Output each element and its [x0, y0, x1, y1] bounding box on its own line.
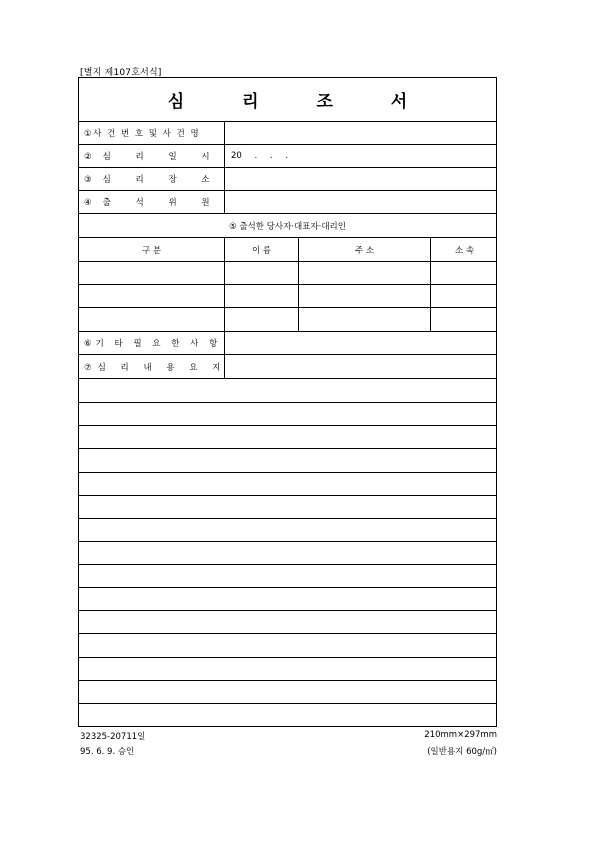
table-cell[interactable] [299, 262, 431, 284]
table-cell[interactable] [79, 308, 225, 331]
writing-line[interactable] [79, 564, 496, 565]
hearing-record-form [78, 77, 497, 727]
table-cell[interactable] [225, 262, 299, 284]
writing-line[interactable] [79, 495, 496, 496]
writing-line[interactable] [79, 587, 496, 588]
field-label: ②심 리 일 시 [79, 145, 225, 167]
writing-line[interactable] [79, 541, 496, 542]
column-header: 주 소 [299, 238, 431, 261]
column-header: 소 속 [454, 245, 475, 256]
paper-size: 210mm×297mm [424, 730, 497, 740]
field-label: ③심 리 장 소 [79, 168, 225, 190]
field-hearing-summary [79, 355, 496, 379]
field-label: ①사 건 번 호 및 사 건 명 [79, 122, 225, 144]
field-label: ⑦심 리 내 용 요 지 [79, 355, 225, 378]
column-header: 이 름 [225, 238, 299, 261]
table-cell[interactable] [431, 262, 498, 284]
writing-line[interactable] [79, 448, 496, 449]
writing-line[interactable] [79, 610, 496, 611]
table-cell[interactable] [79, 262, 225, 284]
writing-line[interactable] [79, 425, 496, 426]
table-cell[interactable] [299, 308, 431, 331]
field-label: ④출 석 위 원 [79, 191, 225, 213]
writing-line[interactable] [79, 472, 496, 473]
writing-line[interactable] [79, 657, 496, 658]
writing-line[interactable] [79, 518, 496, 519]
column-header: 구 분 [79, 238, 225, 261]
writing-line[interactable] [79, 703, 496, 704]
field-other-matters [79, 332, 496, 355]
field-hearing-place [79, 168, 496, 191]
form-code: 32325-20711일 [80, 732, 146, 742]
form-title: 심 리 조 서 [79, 78, 496, 122]
table-cell[interactable] [431, 285, 498, 307]
attendees-header-row [79, 238, 496, 262]
table-cell[interactable] [225, 308, 299, 331]
field-value[interactable]: 20 . . . [231, 151, 289, 161]
table-row [79, 308, 496, 332]
table-cell[interactable] [299, 285, 431, 307]
attendees-heading: ⑤ 출석한 당사자·대표자·대리인 [229, 221, 346, 232]
table-row [79, 285, 496, 308]
field-attending-members [79, 191, 496, 214]
field-label: ⑥기 타 필 요 한 사 항 [79, 332, 225, 354]
attendees-heading-row [79, 214, 496, 238]
table-cell[interactable] [79, 285, 225, 307]
summary-writing-area[interactable] [79, 379, 496, 726]
writing-line[interactable] [79, 633, 496, 634]
table-row [79, 262, 496, 285]
table-cell[interactable] [225, 285, 299, 307]
paper-spec: (일반용지 60g/㎡) [427, 747, 497, 757]
field-case-number [79, 122, 496, 145]
writing-line[interactable] [79, 402, 496, 403]
form-label: [별지 제107호서식] [80, 68, 162, 78]
table-cell[interactable] [431, 308, 498, 331]
approval-date: 95. 6. 9. 승인 [80, 747, 135, 757]
writing-line[interactable] [79, 680, 496, 681]
field-hearing-date [79, 145, 496, 168]
